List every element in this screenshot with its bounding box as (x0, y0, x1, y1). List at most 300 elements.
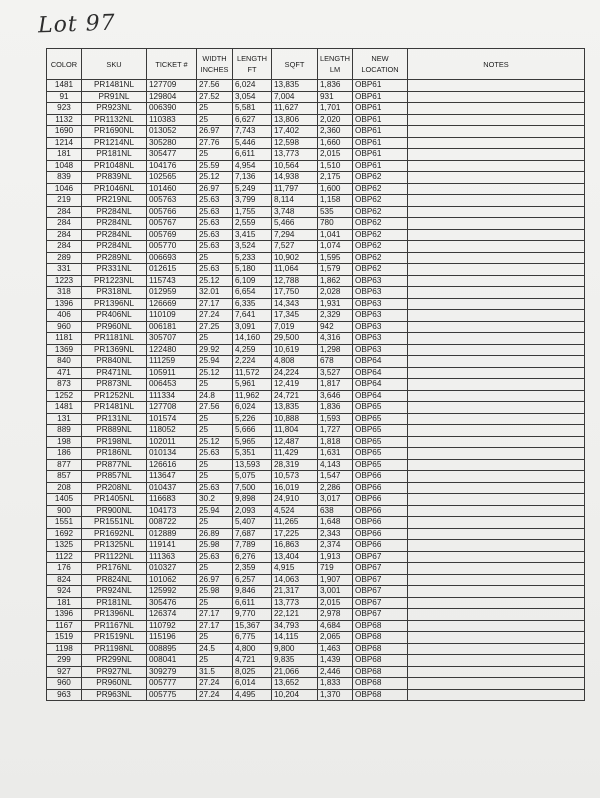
cell-sqft: 28,319 (272, 459, 318, 471)
cell-width: 25 (197, 597, 233, 609)
column-header-length-ft: LENGTH FT (233, 49, 272, 80)
cell-ticket: 008895 (147, 643, 197, 655)
cell-location: OBP62 (353, 206, 408, 218)
cell-length-lm: 1,579 (318, 264, 353, 276)
cell-length-lm: 1,648 (318, 517, 353, 529)
cell-sku: PR889NL (82, 425, 147, 437)
cell-length-lm: 2,175 (318, 172, 353, 184)
cell-sku: PR1396NL (82, 298, 147, 310)
cell-color: 208 (47, 482, 82, 494)
cell-sqft: 12,598 (272, 137, 318, 149)
cell-sku: PR208NL (82, 482, 147, 494)
cell-length-lm: 1,907 (318, 574, 353, 586)
cell-sqft: 10,619 (272, 344, 318, 356)
cell-sku: PR923NL (82, 103, 147, 115)
cell-sqft: 4,915 (272, 563, 318, 575)
cell-ticket: 012889 (147, 528, 197, 540)
cell-color: 1396 (47, 298, 82, 310)
cell-color: 923 (47, 103, 82, 115)
table-row (47, 402, 585, 414)
cell-sqft: 10,902 (272, 252, 318, 264)
column-header-sqft: SQFT (272, 49, 318, 80)
cell-notes (408, 494, 585, 506)
cell-ticket: 005766 (147, 206, 197, 218)
cell-notes (408, 655, 585, 667)
table-row (47, 655, 585, 667)
cell-color: 857 (47, 471, 82, 483)
cell-sku: PR318NL (82, 287, 147, 299)
cell-length-ft: 6,024 (233, 80, 272, 92)
cell-length-ft: 11,572 (233, 367, 272, 379)
cell-location: OBP65 (353, 413, 408, 425)
cell-ticket: 005763 (147, 195, 197, 207)
cell-width: 29.92 (197, 344, 233, 356)
cell-sku: PR331NL (82, 264, 147, 276)
cell-sku: PR839NL (82, 172, 147, 184)
cell-color: 960 (47, 678, 82, 690)
cell-notes (408, 126, 585, 138)
cell-notes (408, 413, 585, 425)
cell-color: 299 (47, 655, 82, 667)
cell-length-lm: 1,074 (318, 241, 353, 253)
cell-ticket: 010327 (147, 563, 197, 575)
table-row (47, 149, 585, 161)
cell-length-lm: 2,343 (318, 528, 353, 540)
cell-sqft: 10,564 (272, 160, 318, 172)
cell-sku: PR91NL (82, 91, 147, 103)
cell-notes (408, 91, 585, 103)
cell-length-ft: 4,259 (233, 344, 272, 356)
cell-color: 1122 (47, 551, 82, 563)
cell-color: 1252 (47, 390, 82, 402)
cell-length-ft: 13,593 (233, 459, 272, 471)
cell-location: OBP66 (353, 540, 408, 552)
cell-length-ft: 5,249 (233, 183, 272, 195)
cell-length-lm: 2,015 (318, 149, 353, 161)
cell-notes (408, 425, 585, 437)
cell-color: 1198 (47, 643, 82, 655)
cell-notes (408, 321, 585, 333)
cell-length-ft: 3,799 (233, 195, 272, 207)
cell-ticket: 010437 (147, 482, 197, 494)
cell-ticket: 126616 (147, 459, 197, 471)
cell-length-lm: 4,143 (318, 459, 353, 471)
cell-notes (408, 333, 585, 345)
cell-location: OBP62 (353, 252, 408, 264)
table-row (47, 609, 585, 621)
cell-width: 27.17 (197, 620, 233, 632)
cell-width: 25.94 (197, 505, 233, 517)
cell-length-lm: 2,015 (318, 597, 353, 609)
cell-sqft: 17,750 (272, 287, 318, 299)
cell-location: OBP67 (353, 586, 408, 598)
cell-sqft: 13,835 (272, 80, 318, 92)
cell-sqft: 4,808 (272, 356, 318, 368)
cell-notes (408, 114, 585, 126)
cell-location: OBP62 (353, 264, 408, 276)
cell-width: 27.25 (197, 321, 233, 333)
table-row (47, 160, 585, 172)
cell-length-ft: 14,160 (233, 333, 272, 345)
cell-location: OBP62 (353, 195, 408, 207)
cell-color: 963 (47, 689, 82, 701)
cell-sku: PR873NL (82, 379, 147, 391)
cell-color: 181 (47, 597, 82, 609)
cell-location: OBP61 (353, 126, 408, 138)
cell-color: 1325 (47, 540, 82, 552)
cell-length-lm: 2,360 (318, 126, 353, 138)
cell-notes (408, 103, 585, 115)
cell-ticket: 105911 (147, 367, 197, 379)
cell-color: 1692 (47, 528, 82, 540)
handwritten-lot-label: Lot 97 (37, 10, 117, 39)
cell-width: 26.97 (197, 574, 233, 586)
cell-length-lm: 2,374 (318, 540, 353, 552)
cell-ticket: 116683 (147, 494, 197, 506)
cell-length-ft: 6,109 (233, 275, 272, 287)
cell-notes (408, 183, 585, 195)
cell-sqft: 14,938 (272, 172, 318, 184)
inventory-table (46, 48, 585, 701)
cell-color: 900 (47, 505, 82, 517)
cell-location: OBP63 (353, 287, 408, 299)
cell-color: 131 (47, 413, 82, 425)
cell-length-lm: 1,600 (318, 183, 353, 195)
cell-notes (408, 551, 585, 563)
cell-width: 25 (197, 655, 233, 667)
cell-sku: PR1048NL (82, 160, 147, 172)
cell-sqft: 24,721 (272, 390, 318, 402)
cell-sqft: 13,773 (272, 149, 318, 161)
cell-location: OBP63 (353, 333, 408, 345)
cell-length-ft: 5,666 (233, 425, 272, 437)
cell-notes (408, 678, 585, 690)
table-row (47, 494, 585, 506)
cell-notes (408, 666, 585, 678)
cell-sqft: 11,064 (272, 264, 318, 276)
cell-width: 27.56 (197, 80, 233, 92)
cell-color: 318 (47, 287, 82, 299)
cell-width: 27.52 (197, 91, 233, 103)
cell-notes (408, 597, 585, 609)
cell-width: 25 (197, 252, 233, 264)
cell-width: 25.94 (197, 356, 233, 368)
cell-notes (408, 563, 585, 575)
cell-width: 25 (197, 517, 233, 529)
cell-location: OBP68 (353, 678, 408, 690)
table-row (47, 586, 585, 598)
cell-location: OBP64 (353, 356, 408, 368)
column-header-new-location: NEW LOCATION (353, 49, 408, 80)
cell-notes (408, 540, 585, 552)
cell-length-lm: 1,818 (318, 436, 353, 448)
cell-location: OBP63 (353, 275, 408, 287)
cell-location: OBP63 (353, 298, 408, 310)
cell-sku: PR131NL (82, 413, 147, 425)
cell-length-lm: 2,020 (318, 114, 353, 126)
cell-width: 25 (197, 563, 233, 575)
cell-sqft: 9,835 (272, 655, 318, 667)
cell-length-ft: 2,359 (233, 563, 272, 575)
cell-ticket: 127709 (147, 80, 197, 92)
cell-sqft: 7,527 (272, 241, 318, 253)
cell-sku: PR857NL (82, 471, 147, 483)
cell-length-ft: 2,224 (233, 356, 272, 368)
cell-sqft: 12,487 (272, 436, 318, 448)
cell-width: 25.63 (197, 195, 233, 207)
cell-color: 840 (47, 356, 82, 368)
cell-length-ft: 3,415 (233, 229, 272, 241)
cell-length-ft: 5,226 (233, 413, 272, 425)
column-header-ticket: TICKET # (147, 49, 197, 80)
cell-width: 25.98 (197, 540, 233, 552)
table-row (47, 195, 585, 207)
cell-sku: PR181NL (82, 597, 147, 609)
cell-location: OBP61 (353, 91, 408, 103)
cell-width: 25.63 (197, 264, 233, 276)
table-header-row (47, 49, 585, 80)
cell-location: OBP61 (353, 160, 408, 172)
table-row (47, 321, 585, 333)
table-row (47, 298, 585, 310)
cell-width: 25 (197, 114, 233, 126)
cell-width: 25.63 (197, 448, 233, 460)
cell-ticket: 115196 (147, 632, 197, 644)
cell-color: 284 (47, 229, 82, 241)
cell-location: OBP61 (353, 137, 408, 149)
cell-ticket: 101460 (147, 183, 197, 195)
cell-location: OBP65 (353, 459, 408, 471)
cell-color: 406 (47, 310, 82, 322)
cell-sku: PR1122NL (82, 551, 147, 563)
cell-sqft: 5,466 (272, 218, 318, 230)
cell-length-ft: 6,654 (233, 287, 272, 299)
cell-length-lm: 942 (318, 321, 353, 333)
cell-color: 824 (47, 574, 82, 586)
cell-width: 25.63 (197, 218, 233, 230)
table-row (47, 356, 585, 368)
cell-ticket: 005770 (147, 241, 197, 253)
cell-sqft: 9,800 (272, 643, 318, 655)
cell-color: 1046 (47, 183, 82, 195)
cell-location: OBP61 (353, 114, 408, 126)
cell-location: OBP66 (353, 528, 408, 540)
cell-width: 25 (197, 333, 233, 345)
cell-width: 25 (197, 425, 233, 437)
cell-location: OBP68 (353, 655, 408, 667)
cell-ticket: 305707 (147, 333, 197, 345)
cell-sqft: 13,835 (272, 402, 318, 414)
cell-color: 1214 (47, 137, 82, 149)
cell-color: 284 (47, 206, 82, 218)
cell-length-ft: 5,180 (233, 264, 272, 276)
cell-length-lm: 2,028 (318, 287, 353, 299)
cell-sku: PR1481NL (82, 80, 147, 92)
cell-notes (408, 471, 585, 483)
cell-location: OBP67 (353, 563, 408, 575)
cell-color: 927 (47, 666, 82, 678)
cell-notes (408, 643, 585, 655)
cell-ticket: 101062 (147, 574, 197, 586)
cell-width: 26.97 (197, 126, 233, 138)
table-row (47, 229, 585, 241)
cell-ticket: 113647 (147, 471, 197, 483)
cell-sku: PR877NL (82, 459, 147, 471)
cell-ticket: 008722 (147, 517, 197, 529)
cell-sqft: 24,224 (272, 367, 318, 379)
cell-color: 198 (47, 436, 82, 448)
cell-length-ft: 9,770 (233, 609, 272, 621)
cell-length-ft: 5,965 (233, 436, 272, 448)
cell-sku: PR186NL (82, 448, 147, 460)
cell-ticket: 012615 (147, 264, 197, 276)
cell-length-ft: 15,367 (233, 620, 272, 632)
cell-sqft: 13,773 (272, 597, 318, 609)
table-row (47, 310, 585, 322)
cell-notes (408, 390, 585, 402)
cell-color: 289 (47, 252, 82, 264)
cell-sku: PR963NL (82, 689, 147, 701)
cell-ticket: 005775 (147, 689, 197, 701)
cell-length-ft: 6,611 (233, 149, 272, 161)
cell-color: 1167 (47, 620, 82, 632)
cell-color: 1369 (47, 344, 82, 356)
cell-sqft: 17,345 (272, 310, 318, 322)
cell-notes (408, 275, 585, 287)
cell-color: 889 (47, 425, 82, 437)
cell-notes (408, 264, 585, 276)
cell-color: 1481 (47, 402, 82, 414)
cell-notes (408, 218, 585, 230)
cell-length-lm: 3,646 (318, 390, 353, 402)
cell-location: OBP62 (353, 218, 408, 230)
cell-width: 27.56 (197, 402, 233, 414)
table-row (47, 80, 585, 92)
cell-sqft: 29,500 (272, 333, 318, 345)
cell-color: 924 (47, 586, 82, 598)
table-row (47, 333, 585, 345)
cell-width: 25 (197, 103, 233, 115)
table-body (47, 80, 585, 701)
cell-color: 960 (47, 321, 82, 333)
cell-width: 25.12 (197, 367, 233, 379)
cell-color: 1223 (47, 275, 82, 287)
cell-width: 27.24 (197, 689, 233, 701)
cell-ticket: 129804 (147, 91, 197, 103)
table-row (47, 425, 585, 437)
cell-width: 25.98 (197, 586, 233, 598)
cell-location: OBP62 (353, 183, 408, 195)
cell-length-ft: 6,335 (233, 298, 272, 310)
cell-ticket: 012959 (147, 287, 197, 299)
cell-length-ft: 7,641 (233, 310, 272, 322)
cell-location: OBP65 (353, 436, 408, 448)
cell-sku: PR1214NL (82, 137, 147, 149)
cell-sqft: 21,066 (272, 666, 318, 678)
cell-sqft: 13,806 (272, 114, 318, 126)
cell-length-ft: 6,775 (233, 632, 272, 644)
cell-length-ft: 6,627 (233, 114, 272, 126)
cell-length-ft: 7,687 (233, 528, 272, 540)
table-row (47, 517, 585, 529)
cell-ticket: 110109 (147, 310, 197, 322)
cell-ticket: 006453 (147, 379, 197, 391)
cell-color: 471 (47, 367, 82, 379)
cell-sqft: 11,797 (272, 183, 318, 195)
cell-length-ft: 3,091 (233, 321, 272, 333)
cell-length-lm: 535 (318, 206, 353, 218)
cell-location: OBP68 (353, 689, 408, 701)
cell-length-lm: 931 (318, 91, 353, 103)
cell-length-lm: 1,913 (318, 551, 353, 563)
cell-length-lm: 1,727 (318, 425, 353, 437)
table-row (47, 172, 585, 184)
cell-sqft: 16,019 (272, 482, 318, 494)
cell-location: OBP67 (353, 551, 408, 563)
cell-location: OBP62 (353, 229, 408, 241)
cell-length-lm: 2,286 (318, 482, 353, 494)
cell-location: OBP67 (353, 597, 408, 609)
cell-location: OBP66 (353, 505, 408, 517)
table-row (47, 459, 585, 471)
cell-length-lm: 3,527 (318, 367, 353, 379)
cell-width: 25 (197, 632, 233, 644)
cell-ticket: 127708 (147, 402, 197, 414)
cell-length-ft: 4,495 (233, 689, 272, 701)
cell-sqft: 24,910 (272, 494, 318, 506)
cell-length-ft: 5,233 (233, 252, 272, 264)
cell-notes (408, 402, 585, 414)
cell-sku: PR181NL (82, 149, 147, 161)
column-header-color: COLOR (47, 49, 82, 80)
cell-length-lm: 2,446 (318, 666, 353, 678)
cell-color: 1481 (47, 80, 82, 92)
cell-width: 25 (197, 413, 233, 425)
cell-sqft: 21,317 (272, 586, 318, 598)
cell-length-ft: 5,407 (233, 517, 272, 529)
table-row (47, 379, 585, 391)
cell-ticket: 005769 (147, 229, 197, 241)
table-row (47, 666, 585, 678)
cell-sku: PR289NL (82, 252, 147, 264)
table-row (47, 540, 585, 552)
table-row (47, 597, 585, 609)
cell-width: 25 (197, 379, 233, 391)
cell-ticket: 126669 (147, 298, 197, 310)
cell-sku: PR960NL (82, 321, 147, 333)
cell-length-lm: 3,017 (318, 494, 353, 506)
cell-sku: PR1167NL (82, 620, 147, 632)
cell-length-ft: 4,954 (233, 160, 272, 172)
cell-sku: PR824NL (82, 574, 147, 586)
cell-color: 873 (47, 379, 82, 391)
cell-sku: PR1690NL (82, 126, 147, 138)
cell-length-ft: 8,025 (233, 666, 272, 678)
cell-sqft: 4,524 (272, 505, 318, 517)
table-row (47, 126, 585, 138)
table-row (47, 643, 585, 655)
cell-width: 26.89 (197, 528, 233, 540)
cell-ticket: 104173 (147, 505, 197, 517)
cell-sku: PR471NL (82, 367, 147, 379)
cell-ticket: 013052 (147, 126, 197, 138)
cell-length-ft: 6,276 (233, 551, 272, 563)
cell-notes (408, 436, 585, 448)
cell-notes (408, 137, 585, 149)
table-row (47, 287, 585, 299)
cell-ticket: 118052 (147, 425, 197, 437)
cell-length-ft: 7,789 (233, 540, 272, 552)
